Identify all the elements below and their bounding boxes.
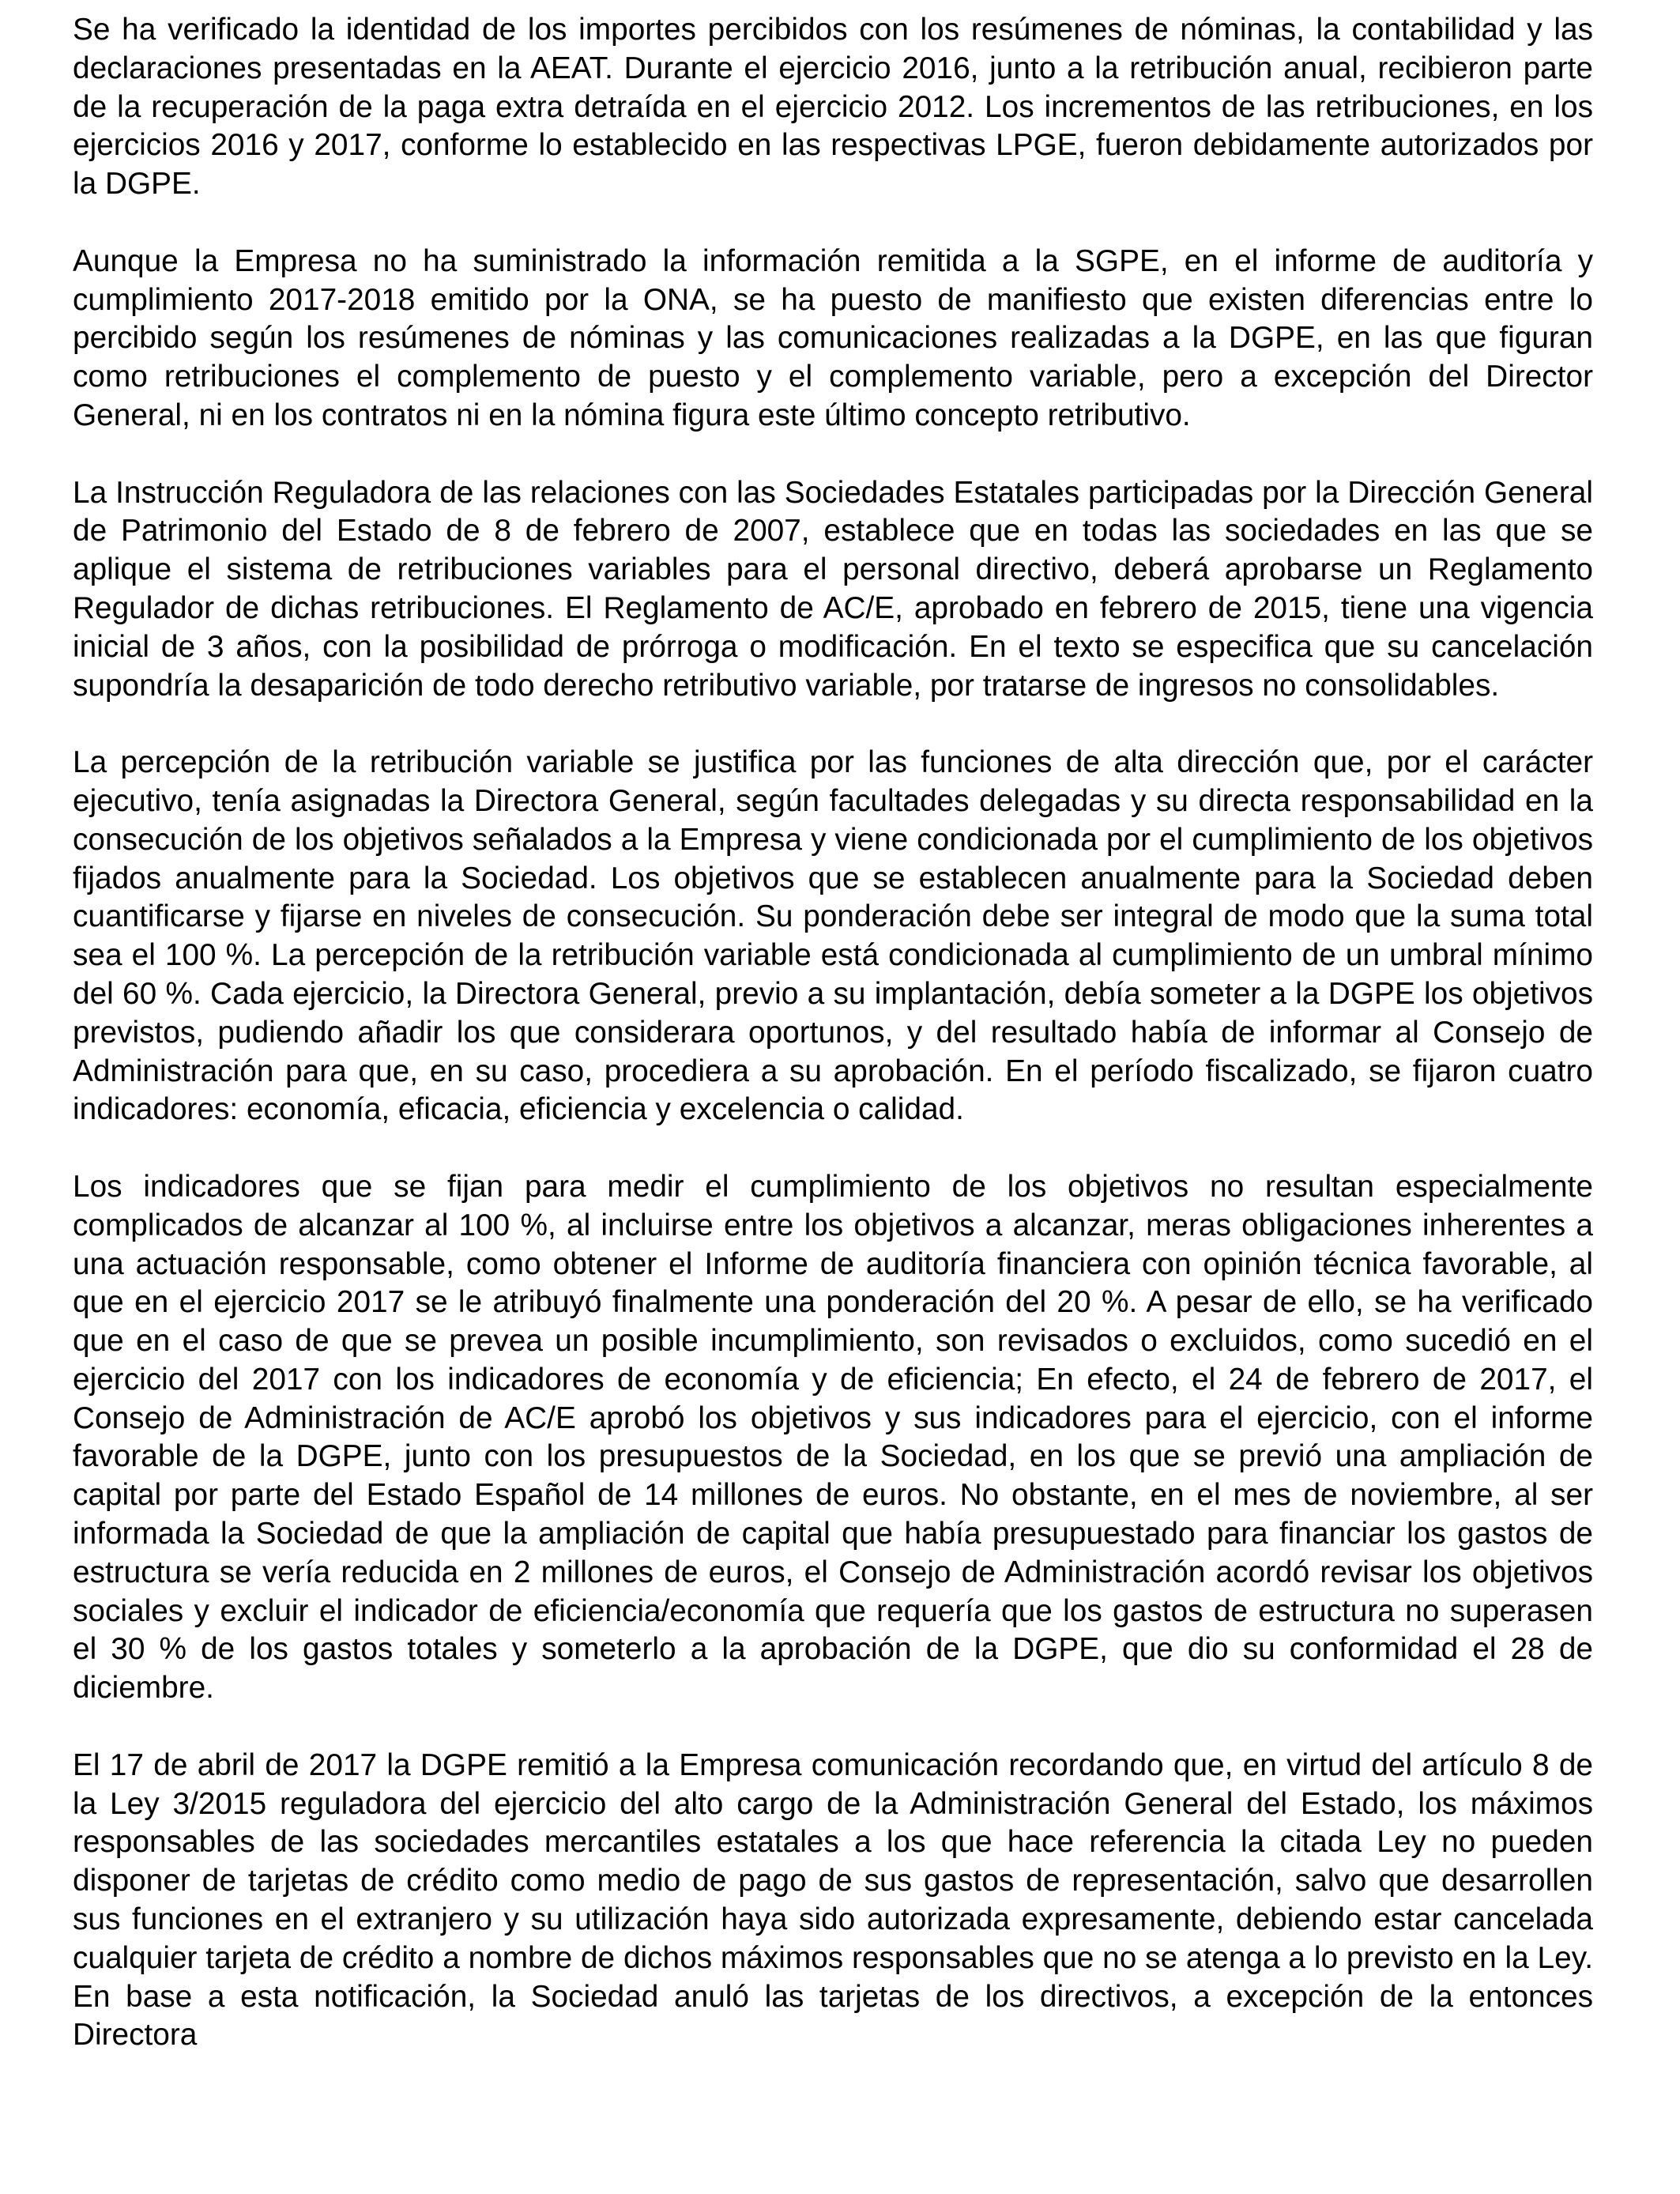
paragraph-retribucion-variable: La percepción de la retribución variable se justifica por las funciones de alta dirección que, por el carácter ejecutivo, tenía asignadas la Directora General, según facultades delegadas y su directa responsabilidad en la consecución de los objetivos señalados a la Empresa y viene condicionada por el cumplimiento de los objetivos fijados anualmente para la Sociedad. Los objetivos que se establecen anualmente para la Sociedad deben cuantificarse y fijarse en niveles de consecución. Su ponderación debe ser integral de modo que la suma total sea el 100 %. La percepción de la retribución variable está condicionada al cumplimiento de un umbral mínimo del 60 %. Cada ejercicio, la Directora General, previo a su implantación, debía someter a la DGPE los objetivos previstos, pudiendo añadir los que considerara oportunos, y del resultado había de informar al Consejo de Administración para que, en su caso, procediera a su aprobación. En el período fiscalizado, se fijaron cuatro indicadores: economía, eficacia, eficiencia y excelencia o calidad. (73, 745, 1593, 1127)
document-body (73, 11, 1593, 2055)
paragraph-indicadores-objetivos: Los indicadores que se fijan para medir el cumplimiento de los objetivos no resultan especialmente complicados de alcanzar al 100 %, al incluirse entre los objetivos a alcanzar, meras obligaciones inherentes a una actuación responsable, como obtener el Informe de auditoría financiera con opinión técnica favorable, al que en el ejercicio 2017 se le atribuyó finalmente una ponderación del 20 %. A pesar de ello, se ha verificado que en el caso de que se prevea un posible incumplimiento, son revisados o excluidos, como sucedió en el ejercicio del 2017 con los indicadores de economía y de eficiencia; En efecto, el 24 de febrero de 2017, el Consejo de Administración de AC/E aprobó los objetivos y sus indicadores para el ejercicio, con el informe favorable de la DGPE, junto con los presupuestos de la Sociedad, en los que se previó una ampliación de capital por parte del Estado Español de 14 millones de euros. No obstante, en el mes de noviembre, al ser informada la Sociedad de que la ampliación de capital que había presupuestado para financiar los gastos de estructura se vería reducida en 2 millones de euros, el Consejo de Administración acordó revisar los objetivos sociales y excluir el indicador de eficiencia/economía que requería que los gastos de estructura no superasen el 30 % de los gastos totales y someterlo a la aprobación de la DGPE, que dio su conformidad el 28 de diciembre. (73, 1169, 1593, 1706)
paragraph-identidad-importes: Se ha verificado la identidad de los importes percibidos con los resúmenes de nóminas, la contabilidad y las declaraciones presentadas en la AEAT. Durante el ejercicio 2016, junto a la retribución anual, recibieron parte de la recuperación de la paga extra detraída en el ejercicio 2012. Los incrementos de las retribuciones, en los ejercicios 2016 y 2017, conforme lo establecido en las respectivas LPGE, fueron debidamente autorizados por la DGPE. (73, 13, 1593, 202)
paragraph-informe-auditoria: Aunque la Empresa no ha suministrado la información remitida a la SGPE, en el informe de auditoría y cumplimiento 2017-2018 emitido por la ONA, se ha puesto de manifiesto que existen diferencias entre lo percibido según los resúmenes de nóminas y las comunicaciones realizadas a la DGPE, en las que figuran como retribuciones el complemento de puesto y el complemento variable, pero a excepción del Director General, ni en los contratos ni en la nómina figura este último concepto retributivo. (73, 243, 1593, 432)
paragraph-tarjetas-credito: El 17 de abril de 2017 la DGPE remitió a la Empresa comunicación recordando que, en virtud del artículo 8 de la Ley 3/2015 reguladora del ejercicio del alto cargo de la Administración General del Estado, los máximos responsables de las sociedades mercantiles estatales a los que hace referencia la citada Ley no pueden disponer de tarjetas de crédito como medio de pago de sus gastos de representación, salvo que desarrollen sus funciones en el extranjero y su utilización haya sido autorizada expresamente, debiendo estar cancelada cualquier tarjeta de crédito a nombre de dichos máximos responsables que no se atenga a lo previsto en la Ley. En base a esta notificación, la Sociedad anuló las tarjetas de los directivos, a excepción de la entonces Directora (73, 1747, 1593, 2053)
paragraph-instruccion-reguladora: La Instrucción Reguladora de las relaciones con las Sociedades Estatales participadas por la Dirección General de Patrimonio del Estado de 8 de febrero de 2007, establece que en todas las sociedades en las que se aplique el sistema de retribuciones variables para el personal directivo, deberá aprobarse un Reglamento Regulador de dichas retribuciones. El Reglamento de AC/E, aprobado en febrero de 2015, tiene una vigencia inicial de 3 años, con la posibilidad de prórroga o modificación. En el texto se especifica que su cancelación supondría la desaparición de todo derecho retributivo variable, por tratarse de ingresos no consolidables. (73, 475, 1593, 703)
